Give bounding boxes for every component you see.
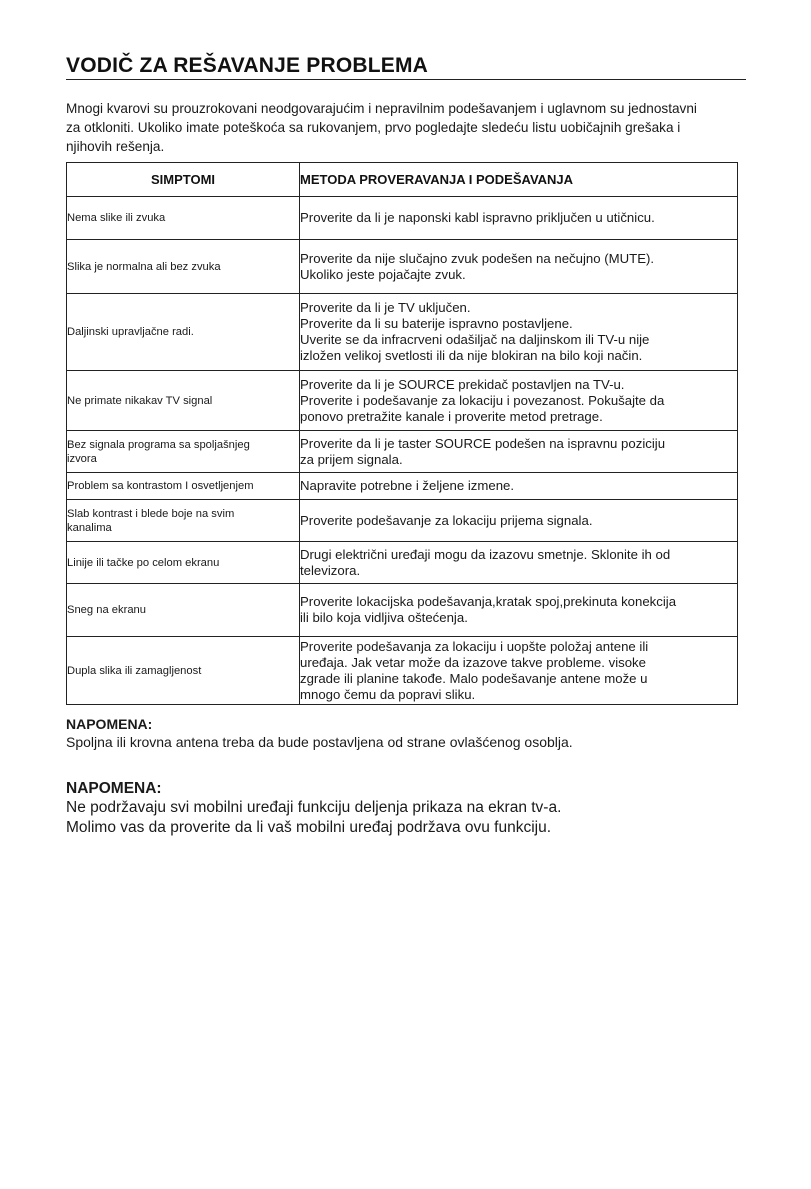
symptom-text: Ne primate nikakav TV signal <box>67 394 213 407</box>
symptom-cell <box>67 294 300 371</box>
method-cell <box>300 542 738 584</box>
title-divider <box>66 79 746 80</box>
symptom-cell <box>67 542 300 584</box>
symptom-cell <box>67 637 300 705</box>
method-cell <box>300 500 738 542</box>
method-text: uređaja. Jak vetar može da izazove takve probleme. visoke <box>300 654 646 670</box>
intro-line: njihovih rešenja. <box>66 139 165 154</box>
symptom-text: kanalima <box>67 521 112 534</box>
table-row <box>67 240 738 294</box>
symptom-text: Slab kontrast i blede boje na svim <box>67 507 235 520</box>
method-text: Proverite da li je TV uključen. <box>300 300 471 315</box>
method-text: Napravite potrebne i željene izmene. <box>300 478 515 493</box>
symptom-cell <box>67 584 300 637</box>
method-text: mnogo čemu da popravi sliku. <box>300 686 476 702</box>
note-text: Spoljna ili krovna antena treba da bude postavljena od strane ovlašćenog osoblja. <box>66 734 573 750</box>
intro-paragraph <box>66 99 752 156</box>
method-cell <box>300 473 738 500</box>
intro-line: za otkloniti. Ukoliko imate poteškoća sa rukovanjem, prvo pogledajte sledeću listu uobičajnih grešaka i <box>66 120 681 135</box>
symptom-text: izvora <box>67 452 97 465</box>
symptom-text: Bez signala programa sa spoljašnjeg <box>67 438 250 451</box>
method-text: televizora. <box>300 562 361 578</box>
method-cell <box>300 584 738 637</box>
table-row <box>67 197 738 240</box>
symptom-cell <box>67 197 300 240</box>
symptom-text: Nema slike ili zvuka <box>67 212 166 224</box>
symptom-cell <box>67 371 300 431</box>
symptom-text: Linije ili tačke po celom ekranu <box>67 556 220 569</box>
table-row <box>67 500 738 542</box>
method-header: METODA PROVERAVANJA I PODEŠAVANJA <box>300 163 738 197</box>
method-text: Proverite da li je SOURCE prekidač postavljen na TV-u. <box>300 376 625 392</box>
table-row <box>67 431 738 473</box>
table-row <box>67 637 738 705</box>
method-text: Proverite da nije slučajno zvuk podešen na nečujno (MUTE). <box>300 250 655 266</box>
method-text: Ukoliko jeste pojačajte zvuk. <box>300 266 466 282</box>
method-text: Uverite se da infracrveni odašiljač na daljinskom ili TV-u nije <box>300 332 650 347</box>
note-antenna <box>66 716 573 751</box>
note-text: Ne podržavaju svi mobilni uređaji funkciju deljenja prikaza na ekran tv-a. <box>66 799 562 816</box>
method-text: Proverite i podešavanje za lokaciju i povezanost. Pokušajte da <box>300 392 665 408</box>
table-row <box>67 542 738 584</box>
method-cell <box>300 431 738 473</box>
note-heading: NAPOMENA: <box>66 780 162 797</box>
method-cell <box>300 240 738 294</box>
method-text: Proverite da li je naponski kabl ispravno priključen u utičnicu. <box>300 210 655 225</box>
symptom-cell <box>67 240 300 294</box>
symptom-cell <box>67 500 300 542</box>
table-row <box>67 371 738 431</box>
symptom-text: Daljinski upravljačne radi. <box>67 326 194 338</box>
note-mobile <box>66 779 561 837</box>
troubleshooting-table <box>66 162 738 705</box>
symptom-text: Sneg na ekranu <box>67 604 146 616</box>
symptom-text: Slika je normalna ali bez zvuka <box>67 260 221 273</box>
method-text: zgrade ili planine takođe. Malo podešavanje antene može u <box>300 670 648 686</box>
table-row <box>67 473 738 500</box>
method-cell <box>300 637 738 705</box>
method-text: Proverite podešavanje za lokaciju prijema signala. <box>300 512 593 528</box>
symptoms-header: SIMPTOMI <box>67 163 300 197</box>
method-cell <box>300 371 738 431</box>
method-text: Drugi električni uređaji mogu da izazovu smetnje. Sklonite ih od <box>300 546 671 562</box>
note-heading: NAPOMENA: <box>66 716 153 732</box>
symptom-text: Problem sa kontrastom I osvetljenjem <box>67 480 254 492</box>
method-cell <box>300 294 738 371</box>
page-title: VODIČ ZA REŠAVANJE PROBLEMA <box>66 54 429 77</box>
method-text: Proverite da li su baterije ispravno postavljene. <box>300 316 573 331</box>
method-text: izložen velikoj svetlosti ili da nije blokiran na bilo koji način. <box>300 348 643 363</box>
table-row <box>67 294 738 371</box>
method-text: Proverite podešavanja za lokaciju i uopšte položaj antene ili <box>300 638 649 654</box>
method-text: za prijem signala. <box>300 451 403 467</box>
note-text: Molimo vas da proverite da li vaš mobilni uređaj podržava ovu funkciju. <box>66 818 552 836</box>
symptom-cell <box>67 473 300 500</box>
method-text: ili bilo koja vidljiva oštećenja. <box>300 610 468 625</box>
table-row <box>67 584 738 637</box>
method-text: ponovo pretražite kanale i proverite metod pretrage. <box>300 408 603 424</box>
method-text: Proverite lokacijska podešavanja,kratak spoj,prekinuta konekcija <box>300 594 677 609</box>
method-text: Proverite da li je taster SOURCE podešen na ispravnu poziciju <box>300 435 666 451</box>
symptom-cell <box>67 431 300 473</box>
table-header-row <box>67 163 738 197</box>
intro-line: Mnogi kvarovi su prouzrokovani neodgovarajućim i nepravilnim podešavanjem i uglavnom su jednostavni <box>66 101 697 116</box>
symptom-text: Dupla slika ili zamagljenost <box>67 664 202 677</box>
method-cell <box>300 197 738 240</box>
